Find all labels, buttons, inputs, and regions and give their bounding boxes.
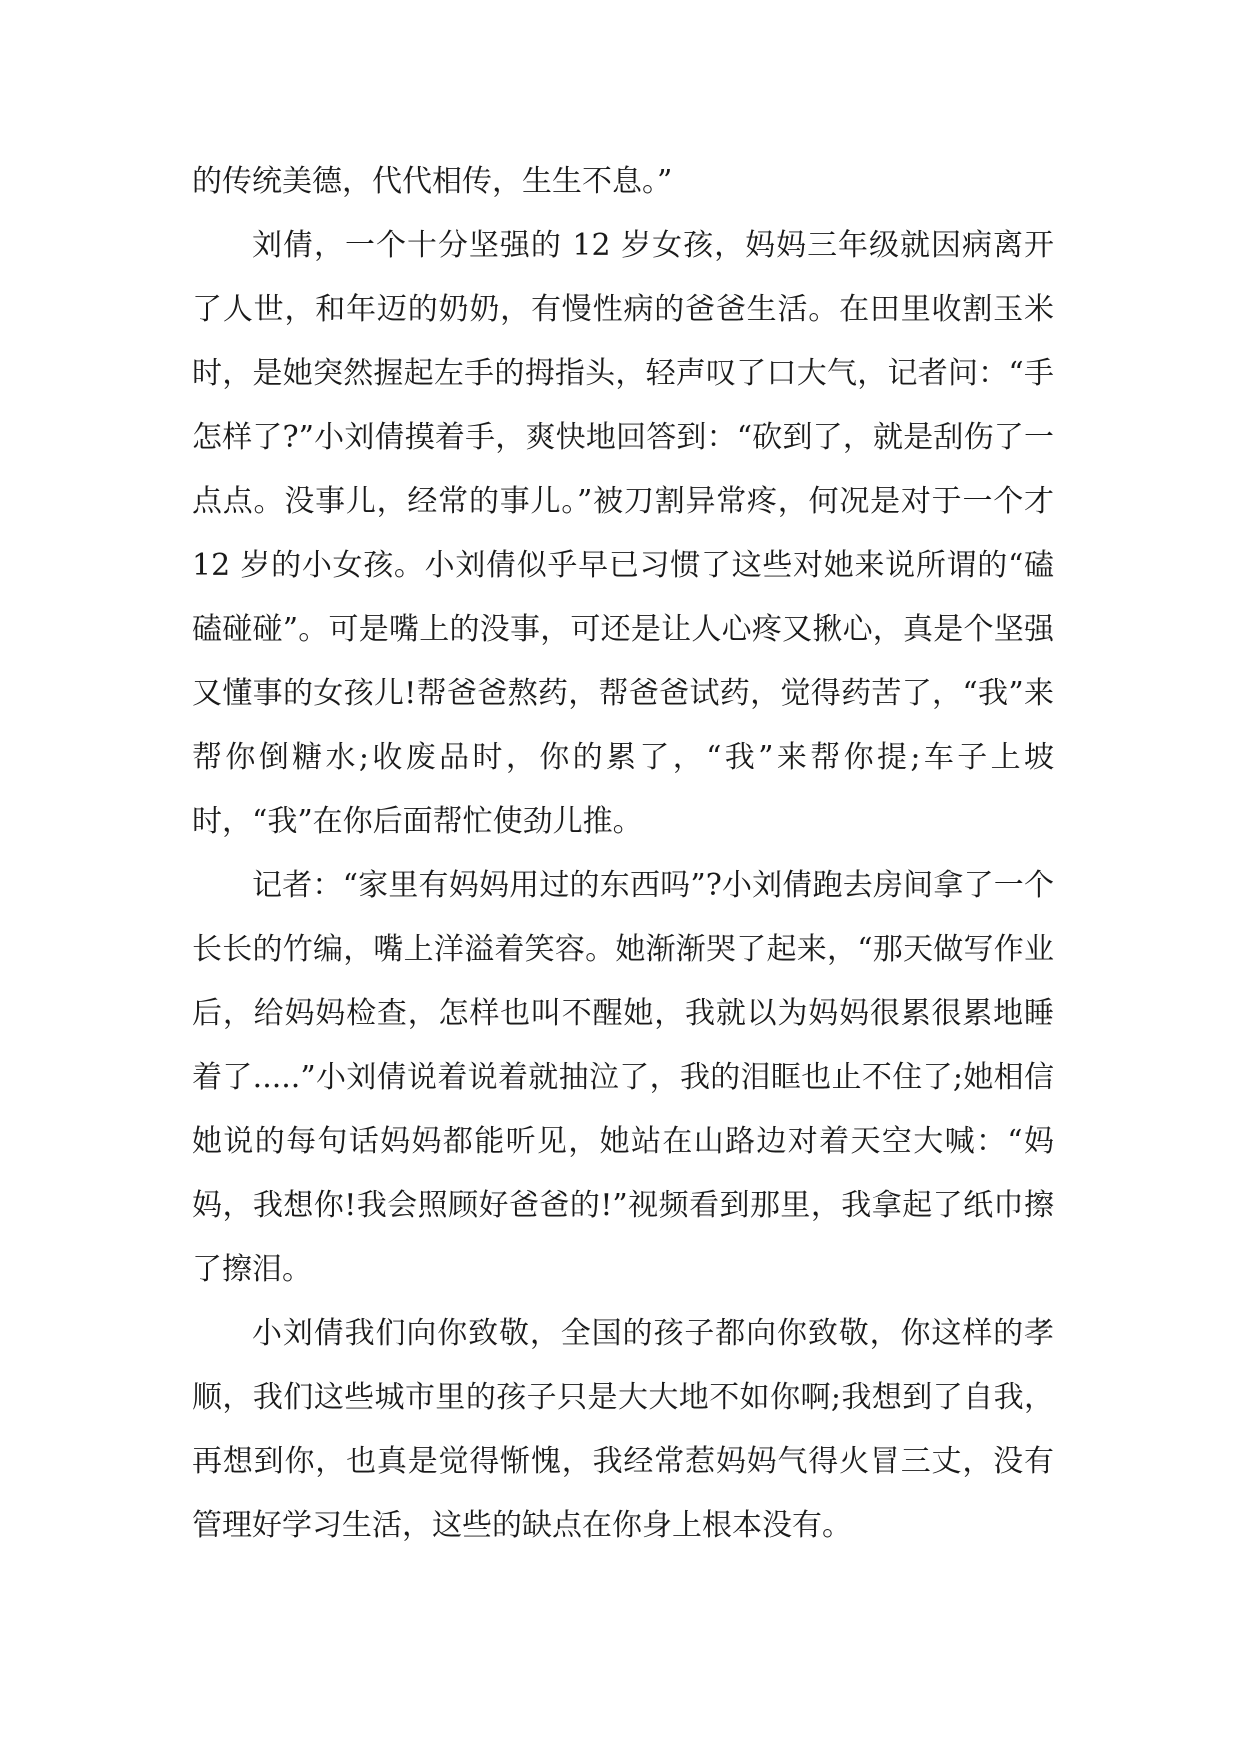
paragraph-4: 小刘倩我们向你致敬，全国的孩子都向你致敬，你这样的孝顺，我们这些城市里的孩子只是大大地不如你啊;我想到了自我，再想到你，也真是觉得惭愧，我经常惹妈妈气得火冒三丈，没有管理好学习生活，这些的缺点在你身上根本没有。	[192, 1316, 1054, 1543]
paragraph-3: 记者：“家里有妈妈用过的东西吗”?小刘倩跑去房间拿了一个长长的竹编，嘴上洋溢着笑容。她渐渐哭了起来，“那天做写作业后，给妈妈检查，怎样也叫不醒她，我就以为妈妈很累很累地睡着了.....”小刘倩说着说着就抽泣了，我的泪眶也止不住了;她相信她说的每句话妈妈都能听见，她站在山路边对着天空大喊：“妈妈，我想你!我会照顾好爸爸的!”视频看到那里，我拿起了纸巾擦了擦泪。	[192, 868, 1054, 1287]
document-body	[192, 150, 1054, 1558]
paragraph-1: 的传统美德，代代相传，生生不息。”	[192, 164, 673, 199]
paragraph-2: 刘倩，一个十分坚强的 12 岁女孩，妈妈三年级就因病离开了人世，和年迈的奶奶，有慢性病的爸爸生活。在田里收割玉米时，是她突然握起左手的拇指头，轻声叹了口大气，记者问：“手怎样了?”小刘倩摸着手，爽快地回答到：“砍到了，就是刮伤了一点点。没事儿，经常的事儿。”被刀割异常疼，何况是对于一个才 12 岁的小女孩。小刘倩似乎早已习惯了这些对她来说所谓的“磕磕碰碰”。可是嘴上的没事，可还是让人心疼又揪心，真是个坚强又懂事的女孩儿!帮爸爸熬药，帮爸爸试药，觉得药苦了，“我”来帮你倒糖水;收废品时，你的累了，“我”来帮你提;车子上坡时，“我”在你后面帮忙使劲儿推。	[192, 228, 1054, 839]
